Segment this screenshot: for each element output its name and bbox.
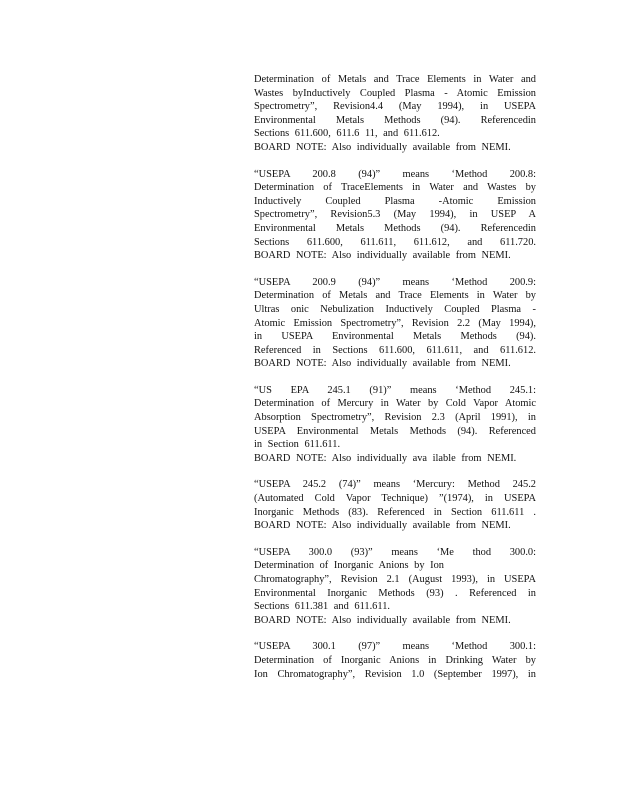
- definition-entry: [254, 478, 536, 532]
- text-line: Determination of Inorganic Anions by Ion: [254, 560, 444, 572]
- text-line: Determination of Inorganic Anions in Drinking Water by: [254, 654, 536, 666]
- definition-entry: [254, 640, 536, 681]
- text-line: Absorption Spectrometry”, Revision 2.3 (April 1991), in: [254, 412, 536, 424]
- text-column: [254, 73, 536, 694]
- text-line: in USEPA Environmental Metals Methods (94).: [254, 331, 536, 343]
- text-line: Ultras onic Nebulization Inductively Coupled Plasma -: [254, 303, 536, 315]
- text-line: Referenced in Sections 611.600, 611.611, and 611.612.: [254, 344, 536, 356]
- text-line: Determination of Metals and Trace Elements in Water by: [254, 290, 536, 302]
- text-line: Sections 611.381 and 611.611.: [254, 601, 390, 613]
- text-line: “USEPA 200.8 (94)” means ‘Method 200.8:: [254, 168, 536, 180]
- text-line: “USEPA 300.1 (97)” means ‘Method 300.1:: [254, 641, 536, 653]
- text-line: in Section 611.611.: [254, 439, 341, 451]
- text-line: Atomic Emission Spectrometry”, Revision 2.2 (May 1994),: [254, 317, 536, 329]
- text-line: Determination of Mercury in Water by Cold Vapor Atomic: [254, 398, 536, 410]
- text-line: Environmental Metals Methods (94). Referencedin: [254, 114, 536, 126]
- text-line: Determination of TraceElements in Water and Wastes by: [254, 182, 536, 194]
- board-note: BOARD NOTE: Also individually available from NEMI.: [254, 614, 511, 626]
- definition-entry: [254, 73, 536, 155]
- definition-entry: [254, 384, 536, 466]
- board-note: BOARD NOTE: Also individually available from NEMI.: [254, 250, 511, 262]
- text-line: Wastes byInductively Coupled Plasma - Atomic Emission: [254, 87, 536, 99]
- definition-entry: [254, 276, 536, 371]
- text-line: “USEPA 245.2 (74)” means ‘Mercury: Method 245.2: [254, 479, 536, 491]
- definition-entry: [254, 546, 536, 628]
- text-line: (Automated Cold Vapor Technique) ”(1974), in USEPA: [254, 493, 536, 505]
- text-line: “USEPA 200.9 (94)” means ‘Method 200.9:: [254, 276, 536, 288]
- text-line: Ion Chromatography”, Revision 1.0 (September 1997), in: [254, 668, 536, 680]
- text-line: Inorganic Methods (83). Referenced in Section 611.611 .: [254, 506, 536, 518]
- board-note: BOARD NOTE: Also individually available from NEMI.: [254, 358, 511, 370]
- text-line: Spectrometry”, Revision5.3 (May 1994), in USEP A: [254, 209, 536, 221]
- text-line: USEPA Environmental Metals Methods (94). Referenced: [254, 425, 536, 437]
- board-note: BOARD NOTE: Also individually available from NEMI.: [254, 520, 511, 532]
- text-line: Determination of Metals and Trace Elements in Water and: [254, 74, 536, 85]
- text-line: Spectrometry”, Revision4.4 (May 1994), in USEPA: [254, 101, 536, 113]
- text-line: “US EPA 245.1 (91)” means ‘Method 245.1:: [254, 384, 536, 396]
- definition-entry: [254, 168, 536, 263]
- board-note: BOARD NOTE: Also individually available from NEMI.: [254, 141, 511, 153]
- text-line: Chromatography”, Revision 2.1 (August 1993), in USEPA: [254, 574, 536, 585]
- text-line: Environmental Inorganic Methods (93) . Referenced in: [254, 587, 536, 599]
- board-note: BOARD NOTE: Also individually ava ilable from NEMI.: [254, 452, 517, 464]
- text-line: Sections 611.600, 611.611, 611.612, and 611.720.: [254, 236, 536, 248]
- text-line: Sections 611.600, 611.6 11, and 611.612.: [254, 128, 440, 140]
- text-line: “USEPA 300.0 (93)” means ‘Me thod 300.0:: [254, 546, 536, 558]
- text-line: Inductively Coupled Plasma -Atomic Emission: [254, 195, 536, 207]
- text-line: Environmental Metals Methods (94). Referencedin: [254, 222, 536, 234]
